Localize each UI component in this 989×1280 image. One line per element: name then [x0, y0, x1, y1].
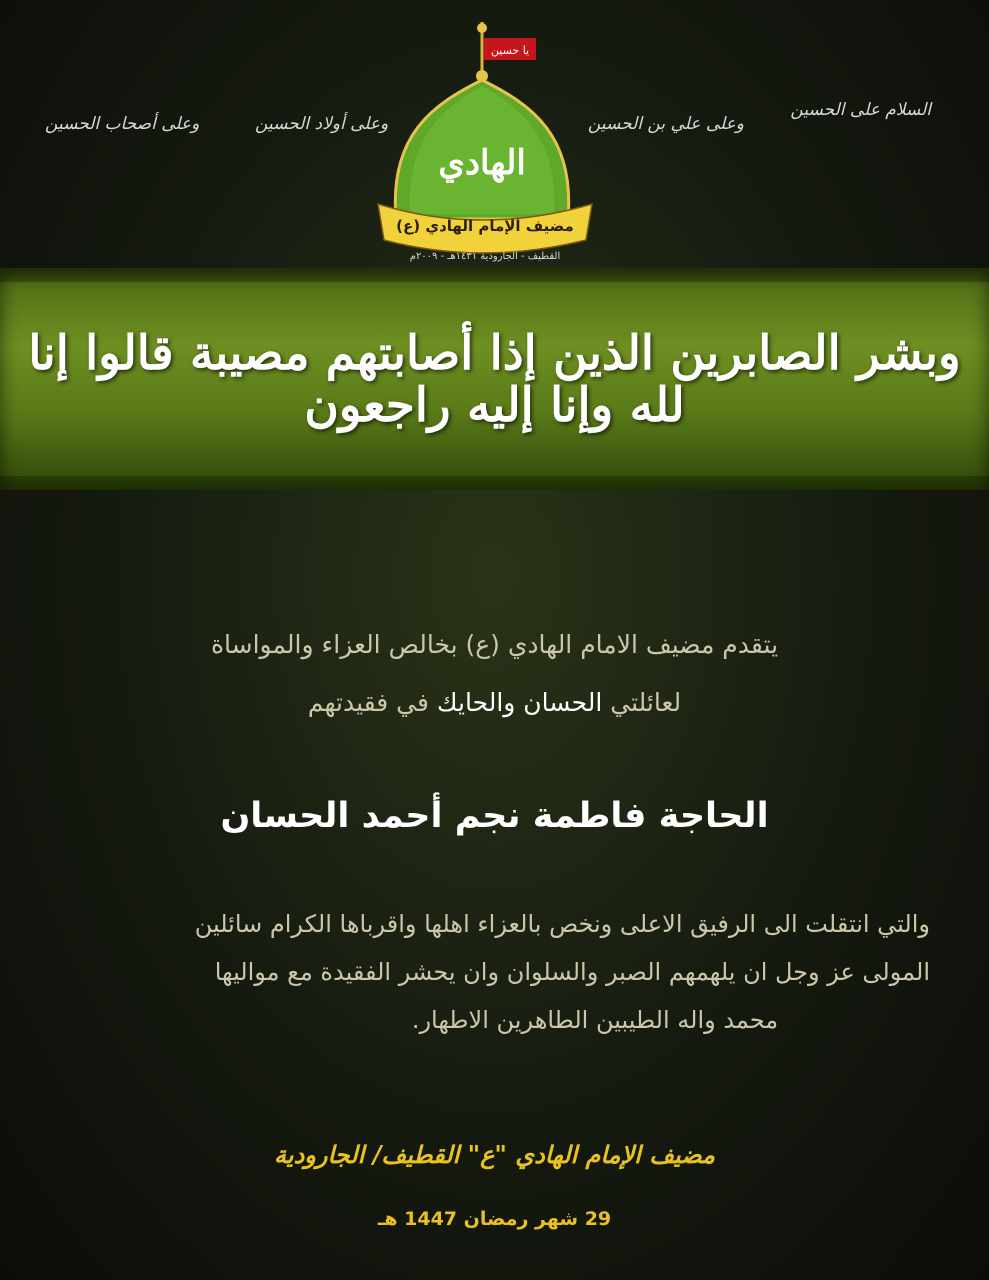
ribbon-text: مضيف الإمام الهادي (ع) — [396, 217, 574, 235]
condolence-prefix: لعائلتي — [610, 688, 682, 717]
condolence-body — [60, 900, 930, 1044]
location-text: القطيف - الجارودية ١٤٣١هـ - ٢٠٠٩م — [409, 251, 561, 262]
salutation-1: السلام على الحسين — [790, 100, 931, 120]
body-line-1: والتي انتقلت الى الرفيق الاعلى ونخص بالعزاء اهلها واقرباها الكرام سائلين — [194, 910, 930, 938]
salutation-2: وعلى علي بن الحسين — [587, 114, 744, 134]
condolence-line-2 — [40, 688, 949, 717]
body-line-2: المولى عز وجل ان يلهمهم الصبر والسلوان وان يحشر الفقيدة مع مواليها — [214, 958, 930, 986]
dome-calligraphy: الهادي — [438, 143, 526, 183]
flag-text: يا حسين — [490, 44, 530, 57]
date: 29 شهر رمضان 1447 هـ — [377, 1208, 612, 1230]
condolence-suffix: في فقيدتهم — [307, 688, 429, 717]
deceased-name: الحاجة فاطمة نجم أحمد الحسان — [220, 796, 769, 836]
condolence-line-1: يتقدم مضيف الامام الهادي (ع) بخالص العزاء والمواساة — [210, 630, 779, 659]
signature: مضيف الإمام الهادي "ع" القطيف/ الجارودية — [274, 1140, 715, 1169]
salutation-4: وعلى أصحاب الحسين — [45, 114, 200, 134]
pole-finial — [477, 23, 487, 33]
salutation-3: وعلى أولاد الحسين — [255, 114, 389, 134]
family-names: الحسان والحايك — [436, 688, 603, 717]
mosque-dome-logo — [370, 14, 600, 264]
quran-verse: وبشر الصابرين الذين إذا أصابتهم مصيبة قالوا إنا لله وإنا إليه راجعون — [28, 326, 961, 433]
body-line-3: محمد واله الطيبين الطاهرين الاطهار. — [411, 1006, 779, 1034]
